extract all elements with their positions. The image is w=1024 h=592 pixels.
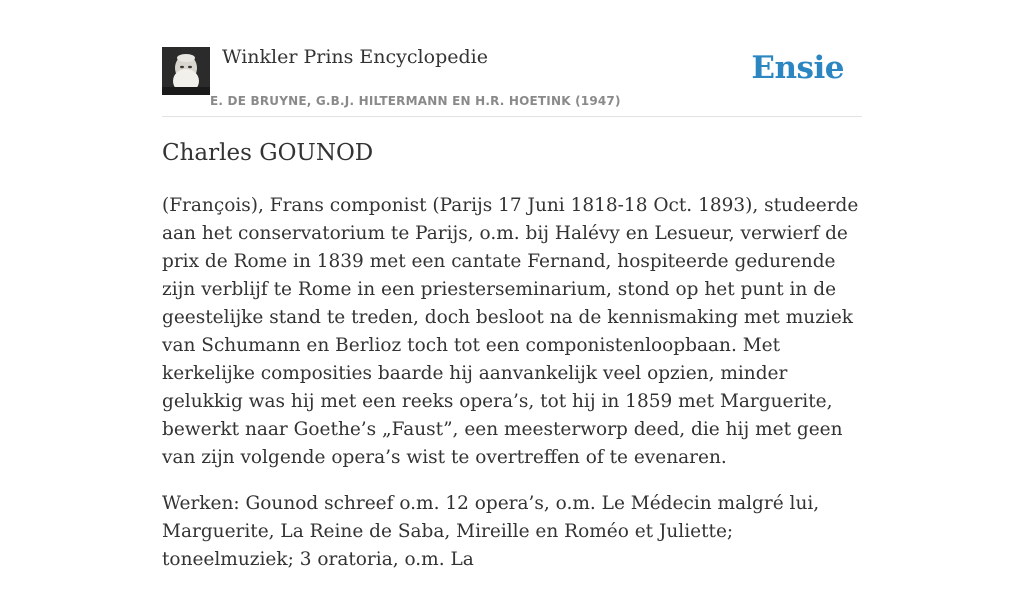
source-title[interactable]: Winkler Prins Encyclopedie — [222, 46, 488, 68]
brand-logo[interactable]: Ensie — [751, 50, 844, 86]
author-avatar[interactable] — [162, 47, 210, 95]
page — [162, 0, 862, 570]
authors-line: E. DE BRUYNE, G.B.J. HILTERMANN EN H.R. HOETINK (1947) — [210, 94, 621, 108]
article-body — [162, 192, 862, 592]
article-paragraph: (François), Frans componist (Parijs 17 Juni 1818-18 Oct. 1893), studeerde aan het conservatorium te Parijs, o.m. bij Halévy en Lesueur, verwierf de prix de Rome in 1839 met een cantate Fernand, hospiteerde gedurende zijn verblijf te Rome in een priesterseminarium, stond op het punt in de geestelijke stand te treden, doch besloot na de kennismaking met muziek van Schumann en Berlioz toch tot een componistenloopbaan. Met kerkelijke composities baarde hij aanvankelijk veel opzien, minder gelukkig was hij met een reeks opera’s, tot hij in 1859 met Marguerite, bewerkt naar Goethe’s „Faust”, een meesterworp deed, die hij met geen van zijn volgende opera’s wist te overtreffen of te evenaren. — [162, 195, 859, 468]
article-title: Charles GOUNOD — [162, 140, 374, 166]
article-paragraph: Werken: Gounod schreef o.m. 12 opera’s, o.m. Le Médecin malgré lui, Marguerite, La Reine de Saba, Mireille en Roméo et Juliette; toneelmuziek; 3 oratoria, o.m. La — [162, 493, 820, 570]
header — [162, 0, 862, 117]
portrait-icon — [162, 47, 210, 95]
